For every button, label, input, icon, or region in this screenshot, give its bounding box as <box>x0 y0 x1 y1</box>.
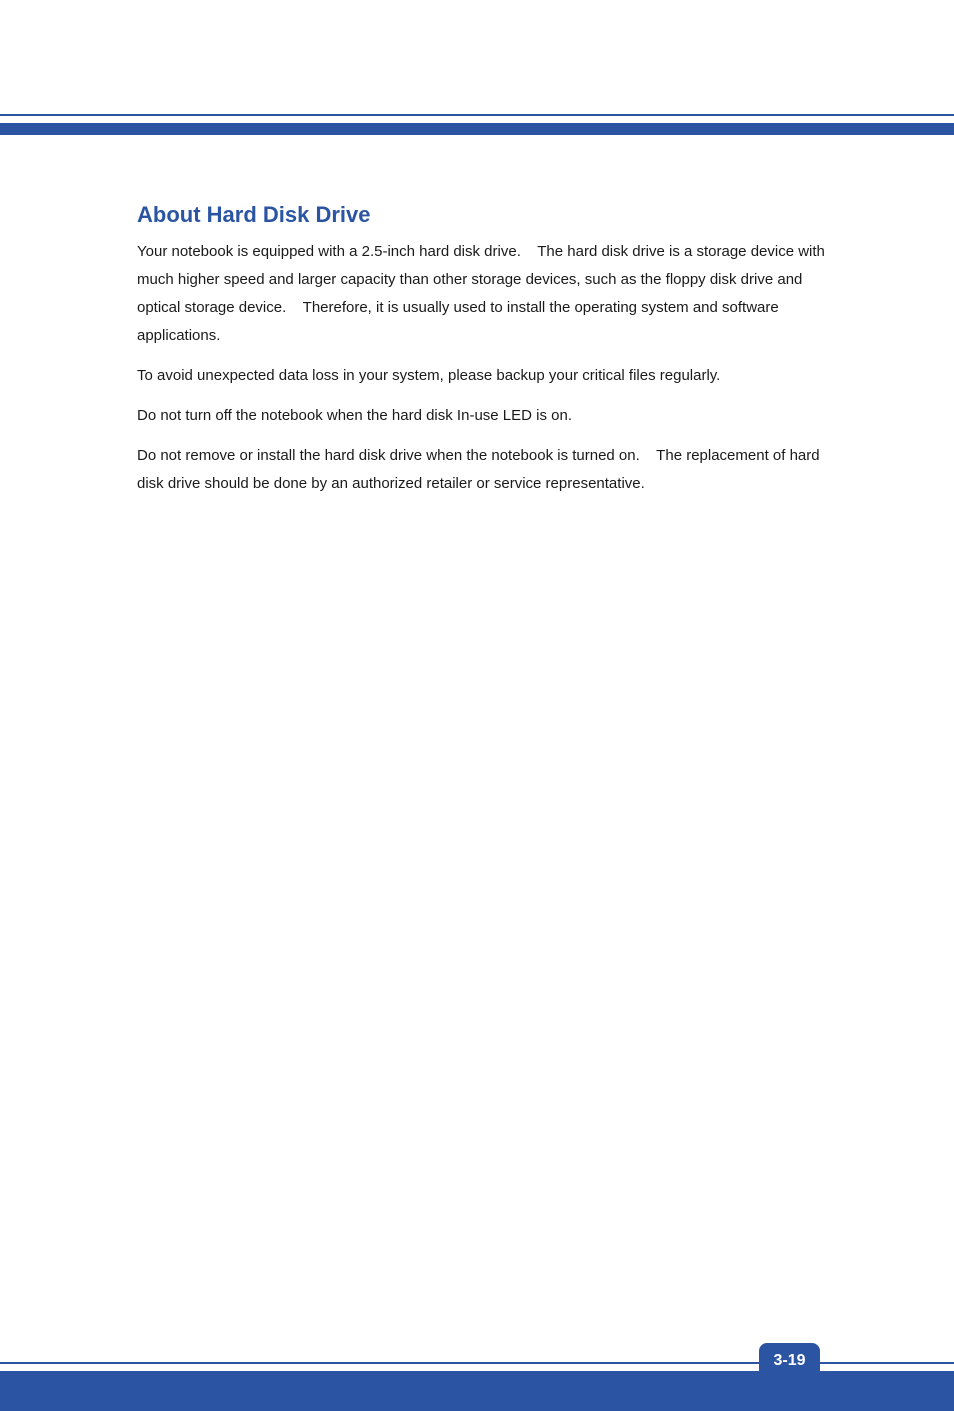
header-rule-band <box>0 123 954 135</box>
page-number: 3-19 <box>773 1352 806 1369</box>
paragraph-hdd-intro: Your notebook is equipped with a 2.5-inch hard disk drive. The hard disk drive is a storage device with much higher speed and larger capacity than other storage devices, such as the floppy disk drive and optical storage device. Therefore, it is usually used to install the operating system and software applications. <box>137 243 830 344</box>
header-rule-thin <box>0 114 954 116</box>
page-content <box>137 200 830 510</box>
paragraph-led-warning: Do not turn off the notebook when the hard disk In-use LED is on. <box>137 407 572 424</box>
section-title: About Hard Disk Drive <box>137 202 371 227</box>
paragraph-backup-advice: To avoid unexpected data loss in your system, please backup your critical files regularly. <box>137 367 721 384</box>
paragraph-replacement-warning: Do not remove or install the hard disk drive when the notebook is turned on. The replacement of hard disk drive should be done by an authorized retailer or service representative. <box>137 447 824 492</box>
